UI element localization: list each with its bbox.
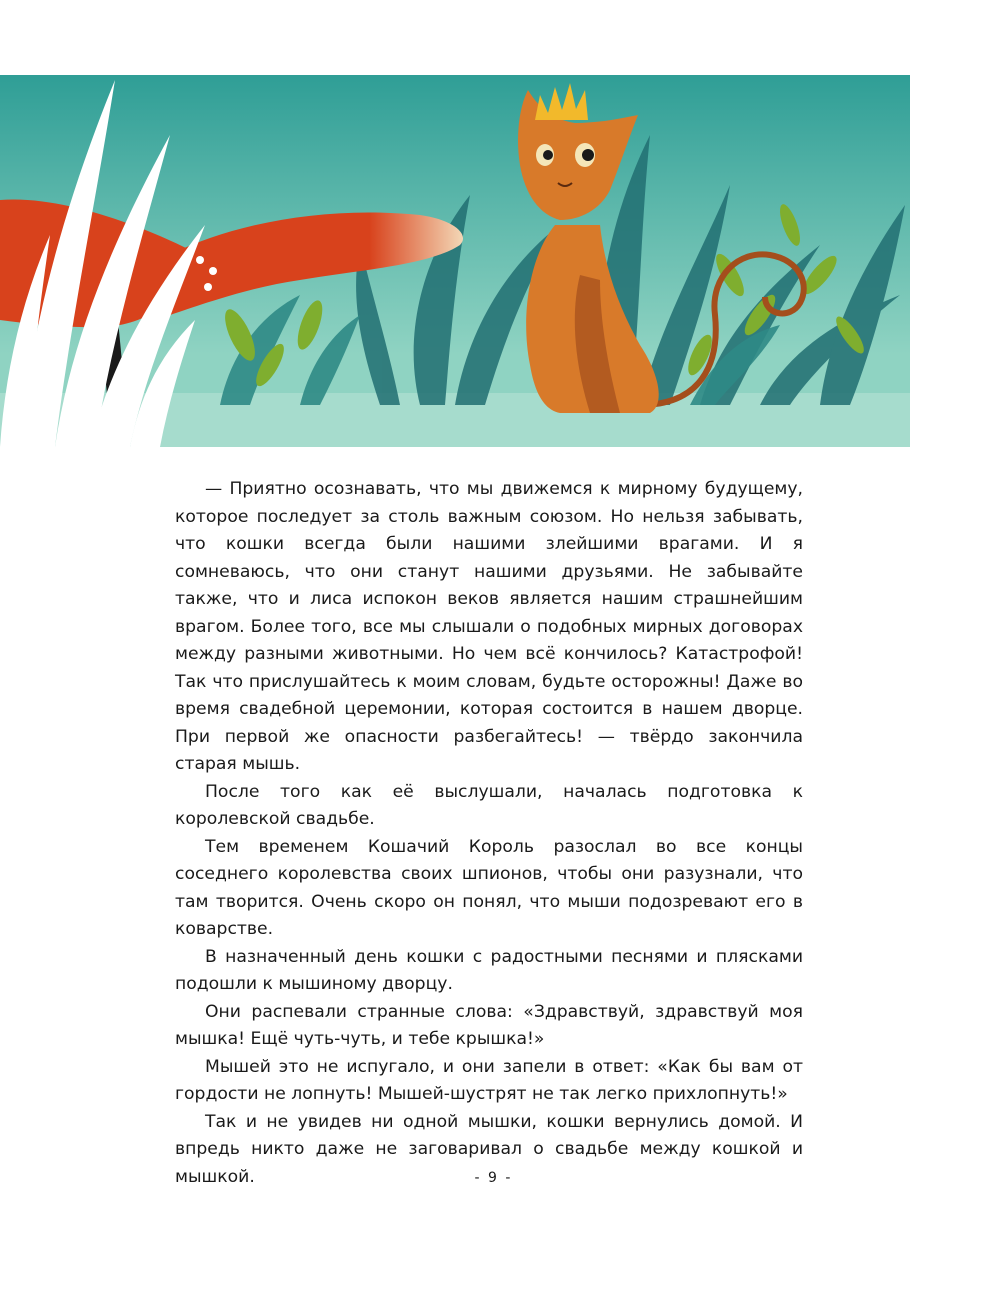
paragraph: Тем временем Кошачий Король разослал во все концы соседнего королевства своих шпионов, чтобы они разузнали, что там творится. Очень скоро он понял, что мыши подозревают его в коварстве.: [175, 836, 803, 939]
paragraph: — Приятно осознавать, что мы движемся к мирному будущему, которое последует за столь важным союзом. Но нельзя забывать, что кошки всегда были нашими злейшими врагами. И я сомневаюсь, что они станут нашими друзьями. Не забывайте также, что и лиса испокон веков является нашим страшнейшим врагом. Более того, все мы слышали о подобных мирных договорах между разными животными. Но чем всё кончилось? Катастрофой! Так что прислушайтесь к моим словам, будьте осторожны! Даже во время свадебной церемонии, которая состоится в нашем дворце. При первой же опасности разбегайтесь! — твёрдо закончила старая мышь.: [175, 479, 803, 774]
paragraph: Так и не увидев ни одной мышки, кошки вернулись домой. И впредь никто даже не заговаривал о свадьбе между кошкой и мышкой.: [175, 1111, 803, 1187]
paragraph: В назначенный день кошки с радостными песнями и плясками подошли к мышиному дворцу.: [175, 946, 803, 994]
paragraph: После того как её выслушали, началась подготовка к королевской свадьбе.: [175, 781, 803, 829]
story-text: [175, 476, 803, 1191]
story-illustration: [0, 75, 910, 447]
paragraph: Мышей это не испугало, и они запели в ответ: «Как бы вам от гордости не лопнуть! Мышей-шустрят не так легко прихлопнуть!»: [175, 1056, 803, 1104]
illustration-svg: [0, 75, 910, 447]
page-number: - 9 -: [474, 1170, 513, 1186]
paragraph: Они распевали странные слова: «Здравствуй, здравствуй моя мышка! Ещё чуть-чуть, и тебе крышка!»: [175, 1001, 803, 1049]
